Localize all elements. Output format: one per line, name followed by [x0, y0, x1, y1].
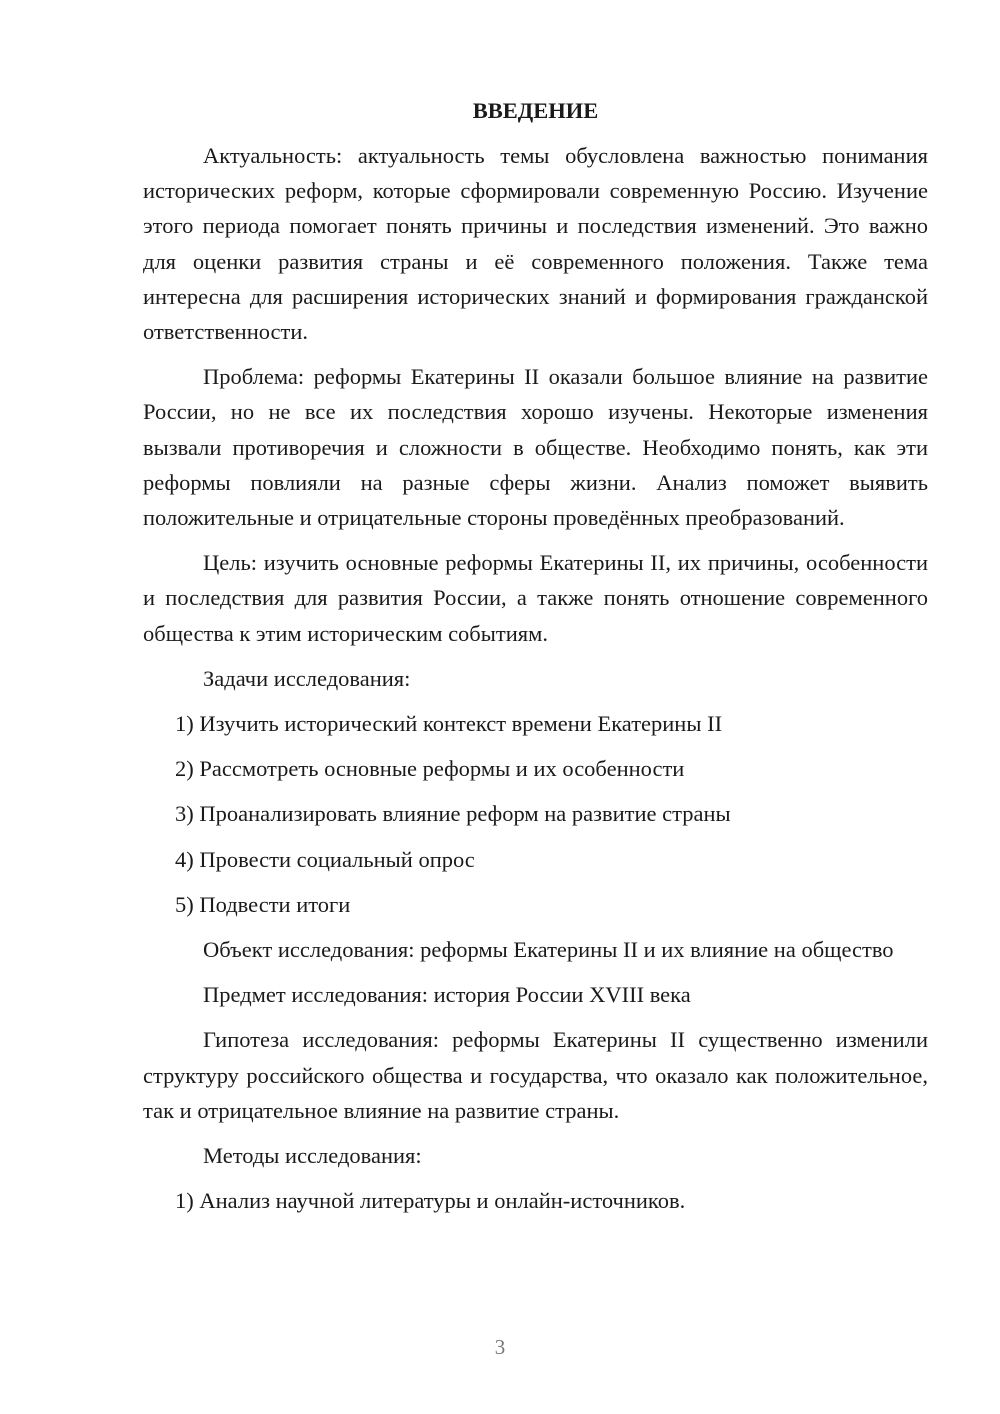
object-paragraph: Объект исследования: реформы Екатерины II и их влияние на общество — [203, 937, 894, 963]
problem-paragraph: Проблема: реформы Екатерины II оказали большое влияние на развитие России, но не все их последствия хорошо изучены. Некоторые изменения вызвали противоречия и сложности в обществе. Необходимо понять, как эти реформы повлияли на разные сферы жизни. Анализ поможет выявить положительные и отрицательные стороны проведённых преобразований. — [143, 364, 928, 531]
task-item: 4) Провести социальный опрос — [175, 846, 475, 872]
method-item: 1) Анализ научной литературы и онлайн-источников. — [175, 1188, 686, 1214]
subject-paragraph: Предмет исследования: история России XVIII века — [203, 982, 691, 1008]
task-item: 5) Подвести итоги — [175, 891, 351, 917]
relevance-paragraph: Актуальность: актуальность темы обусловлена важностью понимания исторических реформ, которые сформировали современную Россию. Изучение этого периода помогает понять причины и последствия изменений. Это важно для оценки развития страны и её современного положения. Также тема интересна для расширения исторических знаний и формирования гражданской ответственности. — [143, 143, 928, 345]
section-title: ВВЕДЕНИЕ — [472, 98, 599, 123]
tasks-heading: Задачи исследования: — [203, 665, 411, 691]
task-item: 1) Изучить исторический контекст времени Екатерины II — [175, 711, 723, 737]
methods-heading: Методы исследования: — [203, 1143, 422, 1169]
page-content — [143, 94, 928, 1228]
task-item: 2) Рассмотреть основные реформы и их особенности — [175, 756, 685, 782]
page-number: 3 — [494, 1335, 506, 1359]
task-item: 3) Проанализировать влияние реформ на развитие страны — [175, 801, 731, 827]
goal-paragraph: Цель: изучить основные реформы Екатерины II, их причины, особенности и последствия для развития России, а также понять отношение современного общества к этим историческим событиям. — [143, 550, 928, 646]
hypothesis-paragraph: Гипотеза исследования: реформы Екатерины II существенно изменили структуру российского общества и государства, что оказало как положительное, так и отрицательное влияние на развитие страны. — [143, 1027, 928, 1123]
